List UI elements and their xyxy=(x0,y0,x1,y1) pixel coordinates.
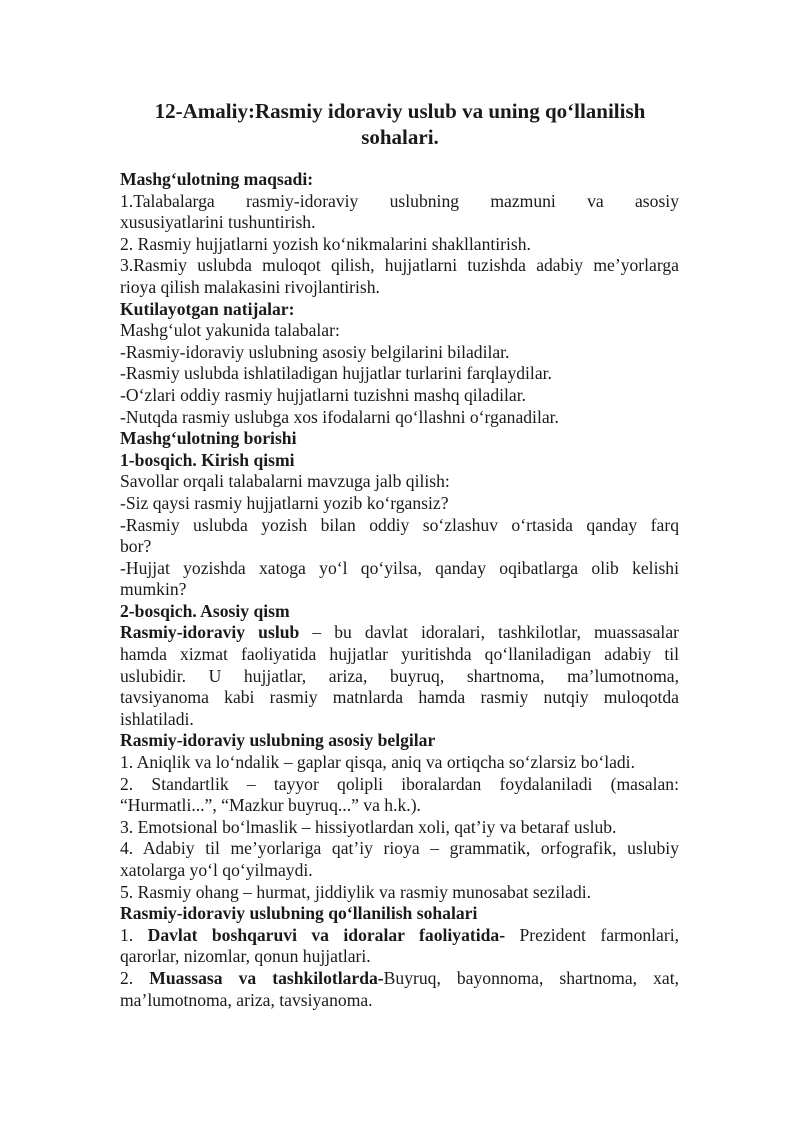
area-2-line-1 xyxy=(120,968,679,990)
definition-line-4: tavsiyanoma kabi rasmiy matnlarda hamda rasmiy nutqiy muloqotda xyxy=(120,687,679,708)
feature-4-line-1: 4. Adabiy til me’yorlariga qat’iy rioya – grammatik, orfografik, uslubiy xyxy=(120,838,679,859)
goal-1-line-1: 1.Talabalarga rasmiy-idoraviy uslubning mazmuni va asosiy xyxy=(120,190,679,211)
area-2-line-2: ma’lumotnoma, ariza, tavsiyanoma. xyxy=(120,989,373,1010)
document-body xyxy=(120,169,679,1011)
page-title xyxy=(120,98,680,150)
outcome-3: -O‘zlari oddiy rasmiy hujjatlarni tuzishni mashq qiladilar. xyxy=(120,384,527,405)
definition-line-3: uslubidir. U hujjatlar, ariza, buyruq, shartnoma, ma’lumotnoma, xyxy=(120,665,679,686)
question-1: -Siz qaysi rasmiy hujjatlarni yozib ko‘rgansiz? xyxy=(120,492,449,513)
area-1-line-1 xyxy=(120,925,679,947)
feature-2-line-2: “Hurmatli...”, “Mazkur buyruq...” va h.k.). xyxy=(120,795,421,816)
area-1-number: 1. xyxy=(120,924,148,945)
stage-2-heading: 2-bosqich. Asosiy qism xyxy=(120,600,290,621)
feature-4-line-2: xatolarga yo‘l qo‘yilmaydi. xyxy=(120,860,313,880)
definition-line-1-rest: – bu davlat idoralari, tashkilotlar, muassasalar xyxy=(299,622,679,643)
feature-5: 5. Rasmiy ohang – hurmat, jiddiylik va rasmiy munosabat seziladi. xyxy=(120,881,592,902)
goal-3-line-2: rioya qilish malakasini rivojlantirish. xyxy=(120,276,380,297)
question-3-line-2: mumkin? xyxy=(120,579,187,600)
area-2-line-1-rest: Buyruq, bayonnoma, shartnoma, xat, xyxy=(383,967,679,988)
outcome-1: -Rasmiy-idoraviy uslubning asosiy belgilarini biladilar. xyxy=(120,341,510,362)
area-1-title: Davlat boshqaruvi va idoralar faoliyatida- xyxy=(147,924,506,945)
definition-line-2: hamda xizmat faoliyatida hujjatlar yuritishda qo‘llaniladigan adabiy til xyxy=(120,644,679,665)
outcome-2: -Rasmiy uslubda ishlatiladigan hujjatlar turlarini farqlaydilar. xyxy=(120,363,552,384)
feature-1: 1. Aniqlik va lo‘ndalik – gaplar qisqa, aniq va ortiqcha so‘zlarsiz bo‘ladi. xyxy=(120,752,635,773)
stage-1-heading: 1-bosqich. Kirish qismi xyxy=(120,449,295,470)
outcomes-heading: Kutilayotgan natijalar: xyxy=(120,298,295,319)
title-line-2: sohalari. xyxy=(361,125,439,149)
goal-3-line-1: 3.Rasmiy uslubda muloqot qilish, hujjatlarni tuzishda adabiy me’yorlarga xyxy=(120,255,679,276)
definition-term: Rasmiy-idoraviy uslub xyxy=(120,622,300,643)
title-line-1: 12-Amaliy:Rasmiy idoraviy uslub va uning qo‘llanilish xyxy=(154,99,646,123)
definition-line-5: ishlatiladi. xyxy=(120,708,194,729)
area-2-title: Muassasa va tashkilotlarda- xyxy=(149,967,384,988)
question-2-line-2: bor? xyxy=(120,536,152,557)
stage-1-intro: Savollar orqali talabalarni mavzuga jalb qilish: xyxy=(120,471,450,492)
areas-heading: Rasmiy-idoraviy uslubning qo‘llanilish sohalari xyxy=(120,903,478,924)
outcomes-intro: Mashg‘ulot yakunida talabalar: xyxy=(120,320,340,341)
area-1-line-2: qarorlar, nizomlar, qonun hujjatlari. xyxy=(120,946,371,967)
feature-3: 3. Emotsional bo‘lmaslik – hissiyotlardan xoli, qat’iy va betaraf uslub. xyxy=(120,816,617,837)
question-3-line-1: -Hujjat yozishda xatoga yo‘l qo‘yilsa, qanday oqibatlarga olib kelishi xyxy=(120,557,679,578)
outcome-4: -Nutqda rasmiy uslubga xos ifodalarni qo‘llashni o‘rganadilar. xyxy=(120,406,559,427)
definition-line-1 xyxy=(120,622,679,644)
area-1-line-1-rest: Prezident farmonlari, xyxy=(505,924,680,945)
process-heading: Mashg‘ulotning borishi xyxy=(120,428,297,449)
goal-2: 2. Rasmiy hujjatlarni yozish ko‘nikmalarini shakllantirish. xyxy=(120,233,531,254)
goal-1-line-2: xususiyatlarini tushuntirish. xyxy=(120,212,316,233)
area-2-number: 2. xyxy=(120,967,150,988)
features-heading: Rasmiy-idoraviy uslubning asosiy belgilar xyxy=(120,730,436,751)
feature-2-line-1: 2. Standartlik – tayyor qolipli iboralardan foydalaniladi (masalan: xyxy=(120,773,679,794)
goals-heading: Mashg‘ulotning maqsadi: xyxy=(120,169,314,189)
question-2-line-1: -Rasmiy uslubda yozish bilan oddiy so‘zlashuv o‘rtasida qanday farq xyxy=(120,514,679,535)
